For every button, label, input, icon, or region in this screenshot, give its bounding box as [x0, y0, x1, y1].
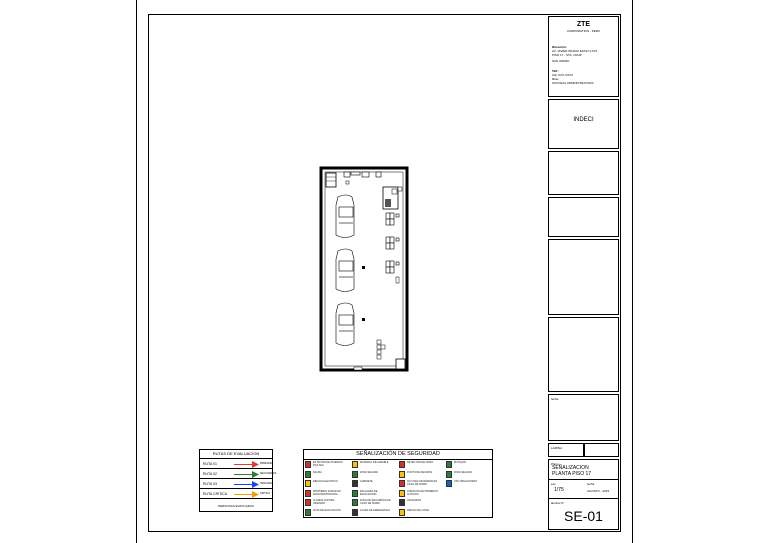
- sign-legend-text: SALIDA: [313, 470, 322, 474]
- scale-label: esc.: [551, 482, 557, 486]
- plan-info-cell: [548, 459, 619, 530]
- authority-cell: [548, 99, 619, 149]
- phone-value: (01) XXX-XXXX: [552, 73, 574, 77]
- sign-legend-text: USO OBLIGATORIO: [454, 480, 478, 483]
- safety-sign-icon: [305, 471, 311, 478]
- sheet-cell-left: [548, 443, 584, 457]
- route-row-3: RUTA 03 TERCIARIA: [200, 478, 272, 489]
- safety-sign-icon: [352, 490, 358, 497]
- sign-legend-item: [351, 489, 398, 498]
- safety-sign-icon: [352, 461, 358, 468]
- car-3: [336, 303, 354, 346]
- shaft-4: [376, 172, 381, 177]
- safety-sign-icon: [446, 480, 452, 487]
- sign-legend-text: ATENCION DE PRIMEROS AUXILIOS: [407, 489, 438, 496]
- safety-sign-icon: [399, 471, 405, 478]
- sign-legend-text: NO USAR ASCENSOR EN CASO DE SISMO: [407, 480, 438, 486]
- address-line-3: SAN ISIDRO: [552, 59, 570, 63]
- sign-legend-item: [351, 479, 398, 488]
- notes-cell: [548, 394, 619, 441]
- sheet-divider: [549, 498, 618, 499]
- sign-legend-item: [398, 470, 445, 479]
- safety-sign-icon: [446, 471, 452, 478]
- address-line-1: AV. JAVIER PRADO ESTE N.XXX: [552, 49, 598, 53]
- company-name: ZTE: [576, 21, 591, 28]
- sign-legend-text: ALARMA CONTRA INCENDIO: [313, 499, 335, 505]
- route-arrow-green: [234, 471, 260, 478]
- stair-box: [326, 173, 336, 187]
- sign-legend-item: [445, 460, 492, 469]
- sign-legend-item: [304, 479, 351, 488]
- address-line-2: PISO 17 - STA. CRUZ: [552, 53, 582, 57]
- safety-sign-icon: [399, 509, 405, 516]
- safety-sign-icon: [352, 480, 358, 487]
- storage-boxes: [377, 340, 385, 359]
- sign-legend-text: GABINETE: [360, 480, 373, 483]
- sign-legend-item: [304, 489, 351, 498]
- sign-legend-text: MATERIAL INFLAMABLE: [360, 461, 389, 464]
- desk-group-1: [386, 213, 399, 225]
- shaft-3: [362, 172, 369, 177]
- safety-sign-icon: [399, 461, 405, 468]
- signs-grid: [304, 460, 494, 518]
- route-arrow-blue: [234, 481, 260, 488]
- sign-legend-item: [304, 498, 351, 507]
- signs-legend: [303, 449, 493, 518]
- use-value: OFICINAS ADMINISTRATIVAS: [552, 81, 594, 85]
- route-footer: PERSONAS EVACUADAS: [218, 504, 254, 508]
- floor-plan: [318, 165, 410, 373]
- safety-sign-icon: [305, 480, 311, 487]
- sign-legend-text: DETECTOR DE HUMO: [407, 461, 434, 464]
- sign-legend-item: [351, 470, 398, 479]
- sign-legend-text: ZONA SEGURA: [360, 470, 379, 474]
- sheet-number-label: lamina N°: [551, 501, 565, 505]
- sign-legend-text: ASCENSOR: [407, 499, 422, 502]
- company-cell: [548, 16, 619, 97]
- sheet-code: SE-01: [564, 508, 603, 524]
- safety-sign-icon: [352, 509, 358, 516]
- routes-legend: [199, 449, 277, 512]
- plan-title-2: PLANTA PISO 17: [552, 471, 592, 477]
- signs-legend-title: SEÑALIZACIÓN DE SEGURIDAD: [356, 451, 440, 457]
- routes-legend-title: RUTAS DE EVALUACION: [212, 451, 260, 456]
- sign-legend-item: [398, 460, 445, 469]
- safety-sign-icon: [305, 461, 311, 468]
- plan-label: Plano:: [551, 462, 560, 466]
- desk-group-2: [386, 237, 399, 249]
- route-row-4: RUTA CRITICA CRITICA: [200, 488, 272, 499]
- shaft-1: [344, 172, 350, 177]
- safety-sign-icon: [399, 499, 405, 506]
- route-arrow-red: [234, 461, 260, 468]
- car-1: [336, 195, 354, 238]
- sign-legend-text: EXTINTOR DE INCENDIO PQS 6KG: [313, 461, 343, 467]
- sign-legend-item: [398, 489, 445, 498]
- safety-sign-icon: [352, 499, 358, 506]
- blank-cell-4: [548, 317, 619, 392]
- sheet-right-edge: [632, 0, 633, 543]
- sign-legend-item: [351, 498, 398, 507]
- safety-sign-icon: [446, 461, 452, 468]
- sheet-cell-right: [584, 443, 619, 457]
- sign-legend-text: BOTIQUIN: [454, 461, 467, 464]
- sign-legend-text: ZONA SEGURA: [454, 470, 473, 474]
- plan-title-1: SEÑALIZACION: [552, 465, 589, 471]
- safety-sign-icon: [305, 490, 311, 497]
- blank-cell-2: [548, 197, 619, 237]
- car-2: [336, 249, 354, 292]
- route-arrow-orange: [234, 491, 260, 498]
- address-label: Dirección:: [552, 45, 567, 49]
- route-footer-row: [200, 498, 272, 513]
- sign-legend-text: ZONA DE SEGURIDAD EN CASO DE SISMO: [360, 499, 391, 505]
- sign-legend-text: ESCALERA DE EVACUACION: [360, 489, 378, 496]
- date-field-label: fecha: [587, 482, 595, 486]
- scale-value: 1/75: [554, 487, 564, 493]
- sign-legend-item: [398, 498, 445, 507]
- safety-sign-icon: [399, 490, 405, 497]
- safety-sign-icon: [305, 499, 311, 506]
- blank-cell-1: [548, 151, 619, 195]
- safety-sign-icon: [305, 509, 311, 516]
- sign-legend-item: [445, 470, 492, 479]
- phone-label: Telf.:: [552, 69, 559, 73]
- company-subtitle: CORPORATION - PERU: [566, 29, 601, 33]
- shaft-2: [351, 172, 360, 175]
- sheet-left-edge: [136, 0, 137, 543]
- sheet-label: LAMINA: [551, 446, 563, 450]
- sign-legend-item: [304, 470, 351, 479]
- safety-sign-icon: [352, 471, 358, 478]
- sign-legend-item: [398, 508, 445, 517]
- plan-divider: [549, 479, 618, 480]
- blank-cell-3: [548, 239, 619, 315]
- use-label: Uso:: [552, 77, 559, 81]
- route-row-2: RUTA 02 SECUNDARIA: [200, 468, 272, 479]
- sign-legend-text: RIESGO ELECTRICO: [313, 480, 338, 483]
- date-value: AGOSTO - 2015: [587, 489, 610, 493]
- sign-legend-item: [445, 479, 492, 488]
- sign-legend-text: PROHIBIDO FUMAR EN ZONA RESTRINGIDA: [313, 489, 341, 496]
- sign-legend-text: LUCES DE EMERGENCIA: [360, 508, 391, 512]
- sign-legend-text: RUTA DE EVACUACION: [313, 508, 341, 512]
- desk-group-3: [386, 261, 399, 273]
- sign-legend-text: RIESGO DE CAIDA: [407, 508, 430, 512]
- notes-label: fecha: [551, 397, 559, 401]
- sign-legend-item: [398, 479, 445, 488]
- sign-legend-item: [304, 460, 351, 469]
- authority-name: INDECI: [573, 117, 594, 123]
- sign-legend-item: [351, 460, 398, 469]
- route-row-1: RUTA 01 PRIMARIA: [200, 458, 272, 469]
- sign-legend-item: [304, 508, 351, 517]
- sign-legend-item: [351, 508, 398, 517]
- safety-sign-icon: [399, 480, 405, 487]
- bottom-right-room: [396, 359, 405, 369]
- sign-legend-text: PUNTO DE REUNION: [407, 470, 433, 474]
